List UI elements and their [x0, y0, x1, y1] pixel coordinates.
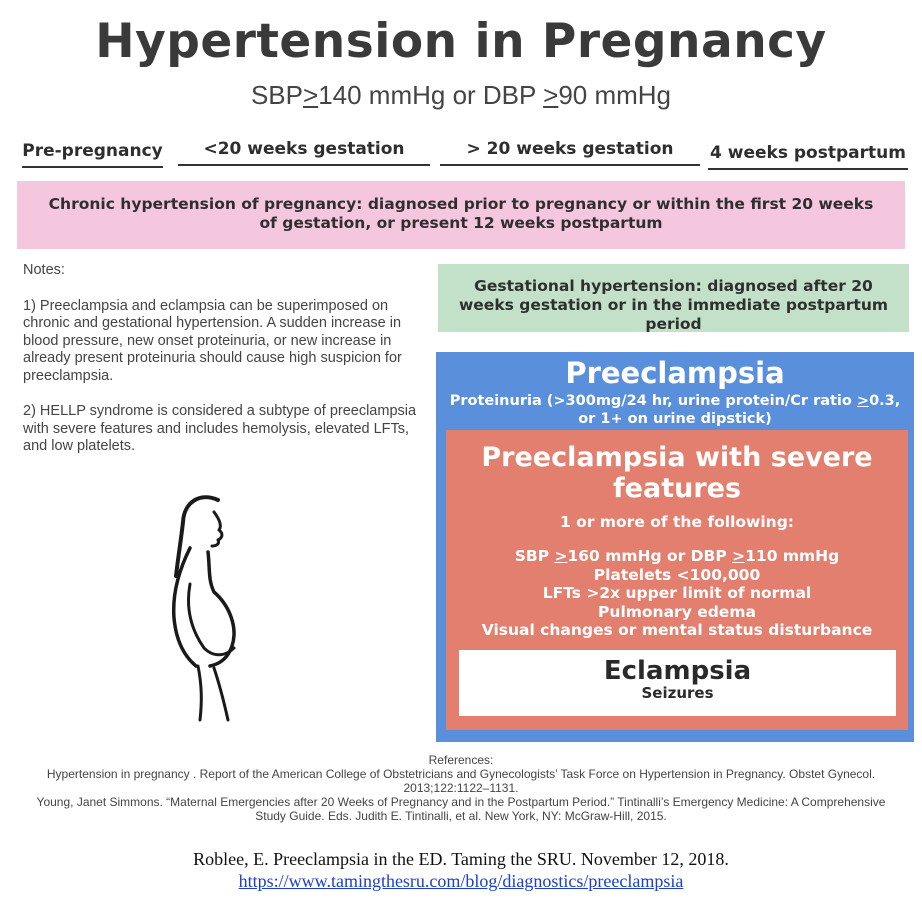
severe-features-title: Preeclampsia with severe features — [481, 442, 873, 504]
notes-section — [23, 262, 433, 474]
timeline-pre-pregnancy: Pre-pregnancy — [22, 141, 163, 168]
timeline-under-20-weeks: <20 weeks gestation — [178, 139, 430, 166]
sbp-text-c: 110 mmHg — [745, 547, 840, 565]
chronic-hypertension-box: Chronic hypertension of pregnancy: diagnosed prior to pregnancy or within the first 20 weeks of gestation, or present 12 weeks postpartum — [17, 181, 905, 249]
preeclampsia-desc-a: Proteinuria (>300mg/24 hr, urine protein/Cr ratio — [449, 393, 857, 409]
note-item-1: 1) Preeclampsia and eclampsia can be superimposed on chronic and gestational hypertension. A sudden increase in blood pressure, new onset proteinuria, or new increase in already present proteinuria should cause high suspicion for preeclampsia. — [23, 297, 402, 384]
eclampsia-title: Eclampsia — [603, 656, 752, 686]
severe-criterion-lfts: LFTs >2x upper limit of normal — [542, 584, 812, 602]
citation-text: Roblee, E. Preeclampsia in the ED. Taming the SRU. November 12, 2018. — [193, 849, 729, 869]
note-item-2: 2) HELLP syndrome is considered a subtype of preeclampsia with severe features and includes hemolysis, elevated LFTs, and low platelets. — [23, 403, 417, 454]
references-heading: References: — [428, 753, 494, 767]
gestational-hypertension-box: Gestational hypertension: diagnosed after 20 weeks gestation or in the immediate postpartum period — [438, 264, 909, 332]
reference-2: Young, Janet Simmons. “Maternal Emergencies after 20 Weeks of Pregnancy and in the Postpartum Period.” Tintinalli’s Emergency Medicine: A Comprehensive Study Guide. Eds. Judith E. Tintinalli, et al. New York, NY: McGraw-Hill, 2015. — [36, 795, 886, 823]
sbp-text-a: SBP — [514, 547, 555, 565]
severe-criterion-pulmonary-edema: Pulmonary edema — [598, 602, 756, 621]
reference-1: Hypertension in pregnancy . Report of the American College of Obstetricians and Gynecologists’ Task Force on Hypertension in Pregnancy. Obstet Gynecol. 2013;122:1122–1131. — [46, 767, 876, 795]
subtitle-value-2: 90 mmHg — [558, 80, 672, 110]
eclampsia-subtitle: Seizures — [641, 684, 714, 702]
severe-features-list — [446, 547, 908, 640]
sbp-ge-1: > — [554, 547, 568, 565]
eclampsia-box — [459, 650, 896, 716]
timeline-4-weeks-postpartum: 4 weeks postpartum — [708, 143, 908, 170]
timeline-over-20-weeks: > 20 weeks gestation — [440, 139, 700, 166]
severe-criterion-platelets: Platelets <100,000 — [593, 565, 761, 584]
pregnant-woman-icon — [150, 488, 260, 723]
citation — [0, 848, 922, 892]
preeclampsia-description — [446, 392, 904, 428]
page-title: Hypertension in Pregnancy — [95, 14, 827, 69]
preeclampsia-title: Preeclampsia — [565, 356, 785, 390]
citation-link[interactable]: https://www.tamingthesru.com/blog/diagnostics/preeclampsia — [238, 871, 684, 891]
subtitle-value-1: 140 mmHg or DBP — [318, 80, 544, 110]
page-subtitle — [0, 80, 922, 111]
sbp-ge-2: > — [732, 547, 746, 565]
severe-features-lead: 1 or more of the following: — [560, 513, 794, 531]
subtitle-sbp: SBP — [250, 80, 303, 110]
preeclampsia-desc-ge: > — [856, 393, 870, 409]
subtitle-ge-1: > — [303, 80, 319, 110]
preeclampsia-desc-b: 0.3, or 1+ on urine dipstick) — [578, 393, 901, 427]
notes-heading: Notes: — [23, 262, 65, 278]
references-section — [20, 753, 902, 823]
subtitle-ge-2: > — [543, 80, 559, 110]
severe-criterion-visual-changes: Visual changes or mental status disturbance — [481, 621, 873, 639]
severe-criterion-bp — [446, 547, 908, 566]
sbp-text-b: 160 mmHg or DBP — [567, 547, 733, 565]
